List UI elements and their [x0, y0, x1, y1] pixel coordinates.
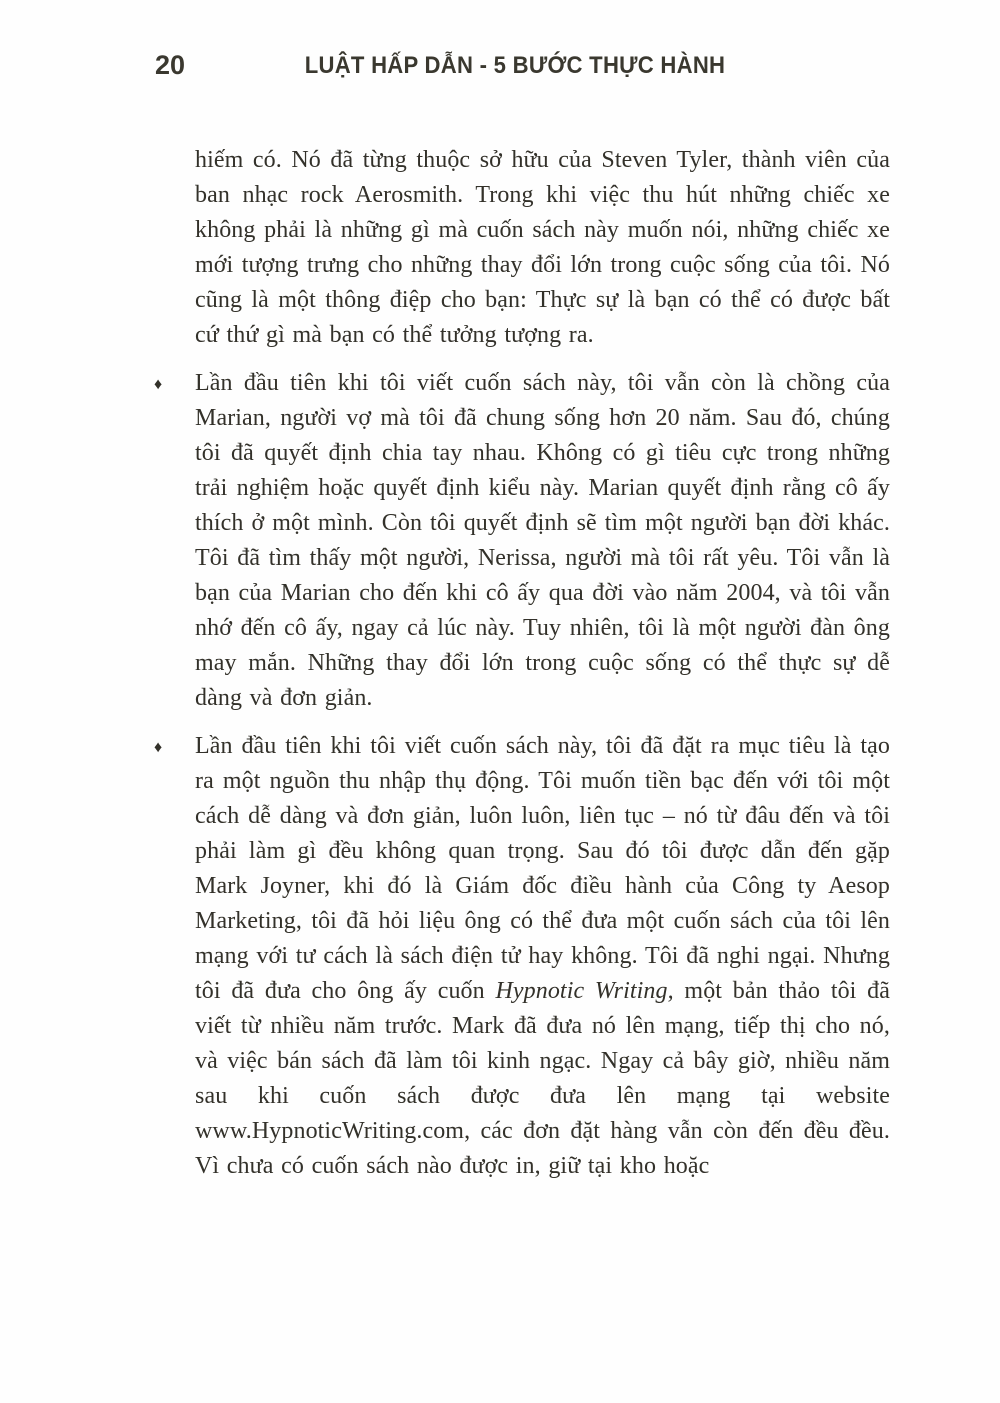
- text-segment: hiếm có. Nó đã từng thuộc sở hữu của Steven Tyler, thành viên của ban nhạc rock Aerosmith. Trong khi việc thu hút những chiếc xe không phải là những gì mà cuốn sách này muốn nói, những chiếc xe mới tượng trưng cho những thay đổi lớn trong cuộc sống của tôi. Nó cũng là một thông điệp cho bạn: Thực sự là bạn có thể có được bất cứ thứ gì mà bạn có thể tưởng tượng ra.: [195, 147, 890, 348]
- italic-text-segment: Hypnotic Writing,: [495, 978, 674, 1004]
- text-segment: Lần đầu tiên khi tôi viết cuốn sách này, tôi đã đặt ra mục tiêu là tạo ra một nguồn thu nhập thụ động. Tôi muốn tiền bạc đến với tôi một cách dễ dàng và đơn giản, luôn luôn, liên tục – nó từ đâu đến và tôi phải làm gì đều không quan trọng. Sau đó tôi được dẫn đến gặp Mark Joyner, khi đó là Giám đốc điều hành của Công ty Aesop Marketing, tôi đã hỏi liệu ông có thể đưa một cuốn sách của tôi lên mạng với tư cách là sách điện tử hay không. Tôi đã nghi ngại. Nhưng tôi đã đưa cho ông ấy cuốn: [195, 733, 890, 1004]
- bulleted-paragraph: [154, 366, 890, 716]
- page-number: 20: [155, 50, 186, 80]
- text-segment: một bản thảo tôi đã viết từ nhiều năm trước. Mark đã đưa nó lên mạng, tiếp thị cho nó, và việc bán sách đã làm tôi kinh ngạc. Ngay cả bây giờ, nhiều năm sau khi cuốn sách được đưa lên mạng tại website www.HypnoticWriting.com, các đơn đặt hàng vẫn còn đến đều đều. Vì chưa có cuốn sách nào được in, giữ tại kho hoặc: [195, 978, 890, 1179]
- diamond-bullet-icon: ♦: [154, 739, 163, 756]
- paragraph: [195, 143, 890, 353]
- page-body: [154, 143, 890, 1184]
- text-segment: Lần đầu tiên khi tôi viết cuốn sách này, tôi vẫn còn là chồng của Marian, người vợ mà tôi đã chung sống hơn 20 năm. Sau đó, chúng tôi đã quyết định chia tay nhau. Không có gì tiêu cực trong những trải nghiệm hoặc quyết định kiểu này. Marian quyết định rằng cô ấy thích ở một mình. Còn tôi quyết định sẽ tìm một người bạn đời khác. Tôi đã tìm thấy một người, Nerissa, người mà tôi rất yêu. Tôi vẫn là bạn của Marian cho đến khi cô ấy qua đời vào năm 2004, và tôi vẫn nhớ đến cô ấy, ngay cả lúc này. Tuy nhiên, tôi là một người đàn ông may mắn. Những thay đổi lớn trong cuộc sống có thể thực sự dễ dàng và đơn giản.: [195, 370, 890, 711]
- diamond-bullet-icon: ♦: [154, 376, 163, 393]
- running-title: LUẬT HẤP DẪN - 5 BƯỚC THỰC HÀNH: [304, 52, 726, 79]
- bulleted-paragraph: [154, 729, 890, 1184]
